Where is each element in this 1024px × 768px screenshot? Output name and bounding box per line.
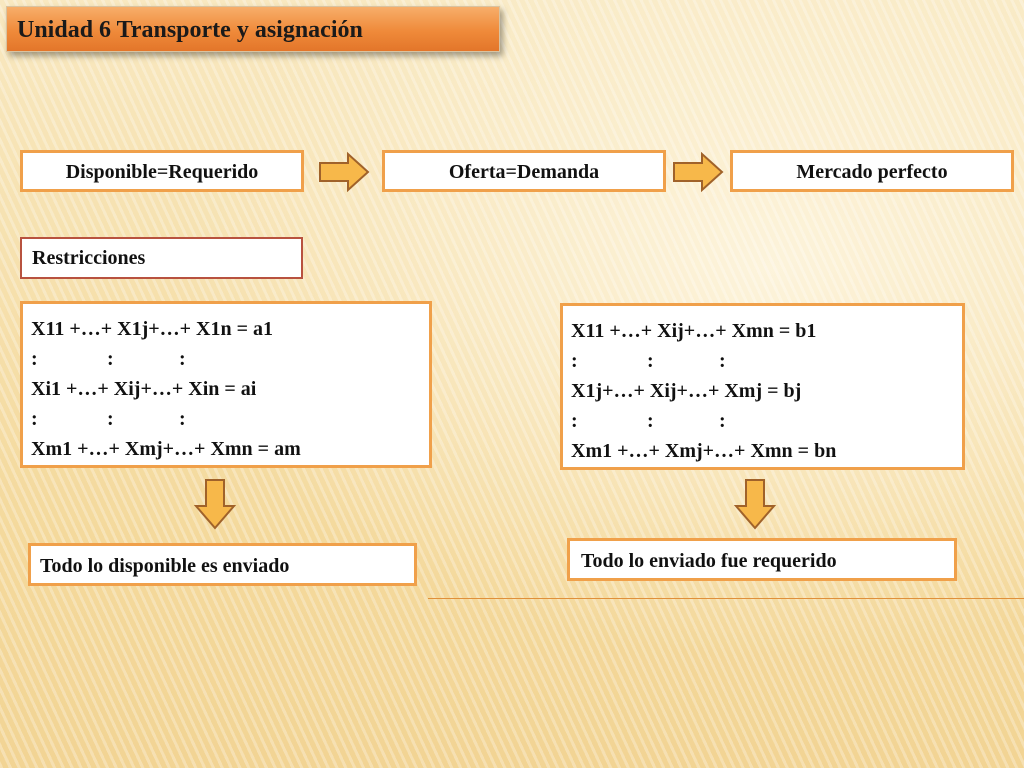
ellipsis-colon: : — [719, 350, 726, 372]
constraint-row-i: Xi1 +…+ Xij+…+ Xin = ai — [31, 378, 257, 400]
ellipsis-row — [571, 346, 962, 376]
ellipsis-colon: : — [571, 350, 578, 372]
ellipsis-colon: : — [31, 348, 38, 370]
flow-box-oferta-demanda: Oferta=Demanda — [382, 150, 666, 192]
ellipsis-colon: : — [571, 410, 578, 432]
constraint-row-m: Xm1 +…+ Xmj+…+ Xmn = am — [31, 438, 301, 460]
ellipsis-colon: : — [31, 408, 38, 430]
constraint-row-1: X11 +…+ Xij+…+ Xmn = b1 — [571, 320, 817, 342]
flow-box-mercado-perfecto: Mercado perfecto — [730, 150, 1014, 192]
slide-title: Unidad 6 Transporte y asignación — [6, 6, 500, 52]
ellipsis-row — [31, 344, 429, 374]
ellipsis-colon: : — [107, 408, 114, 430]
right-arrow-icon — [318, 152, 370, 192]
restricciones-label: Restricciones — [20, 237, 303, 279]
constraint-row-1: X11 +…+ X1j+…+ X1n = a1 — [31, 318, 273, 340]
ellipsis-colon: : — [179, 408, 186, 430]
constraint-row-m: Xm1 +…+ Xmj+…+ Xmn = bn — [571, 440, 837, 462]
supply-constraints-box — [20, 301, 432, 468]
ellipsis-row — [31, 404, 429, 434]
conclusion-disponible-enviado: Todo lo disponible es enviado — [28, 543, 417, 586]
ellipsis-row — [571, 406, 962, 436]
ellipsis-colon: : — [107, 348, 114, 370]
divider-line — [428, 598, 1024, 599]
demand-constraints-box — [560, 303, 965, 470]
down-arrow-icon — [733, 478, 777, 530]
right-arrow-icon — [672, 152, 724, 192]
ellipsis-colon: : — [647, 410, 654, 432]
conclusion-enviado-requerido: Todo lo enviado fue requerido — [567, 538, 957, 581]
ellipsis-colon: : — [647, 350, 654, 372]
flow-box-disponible-requerido: Disponible=Requerido — [20, 150, 304, 192]
ellipsis-colon: : — [719, 410, 726, 432]
constraint-row-j: X1j+…+ Xij+…+ Xmj = bj — [571, 380, 802, 402]
ellipsis-colon: : — [179, 348, 186, 370]
down-arrow-icon — [193, 478, 237, 530]
